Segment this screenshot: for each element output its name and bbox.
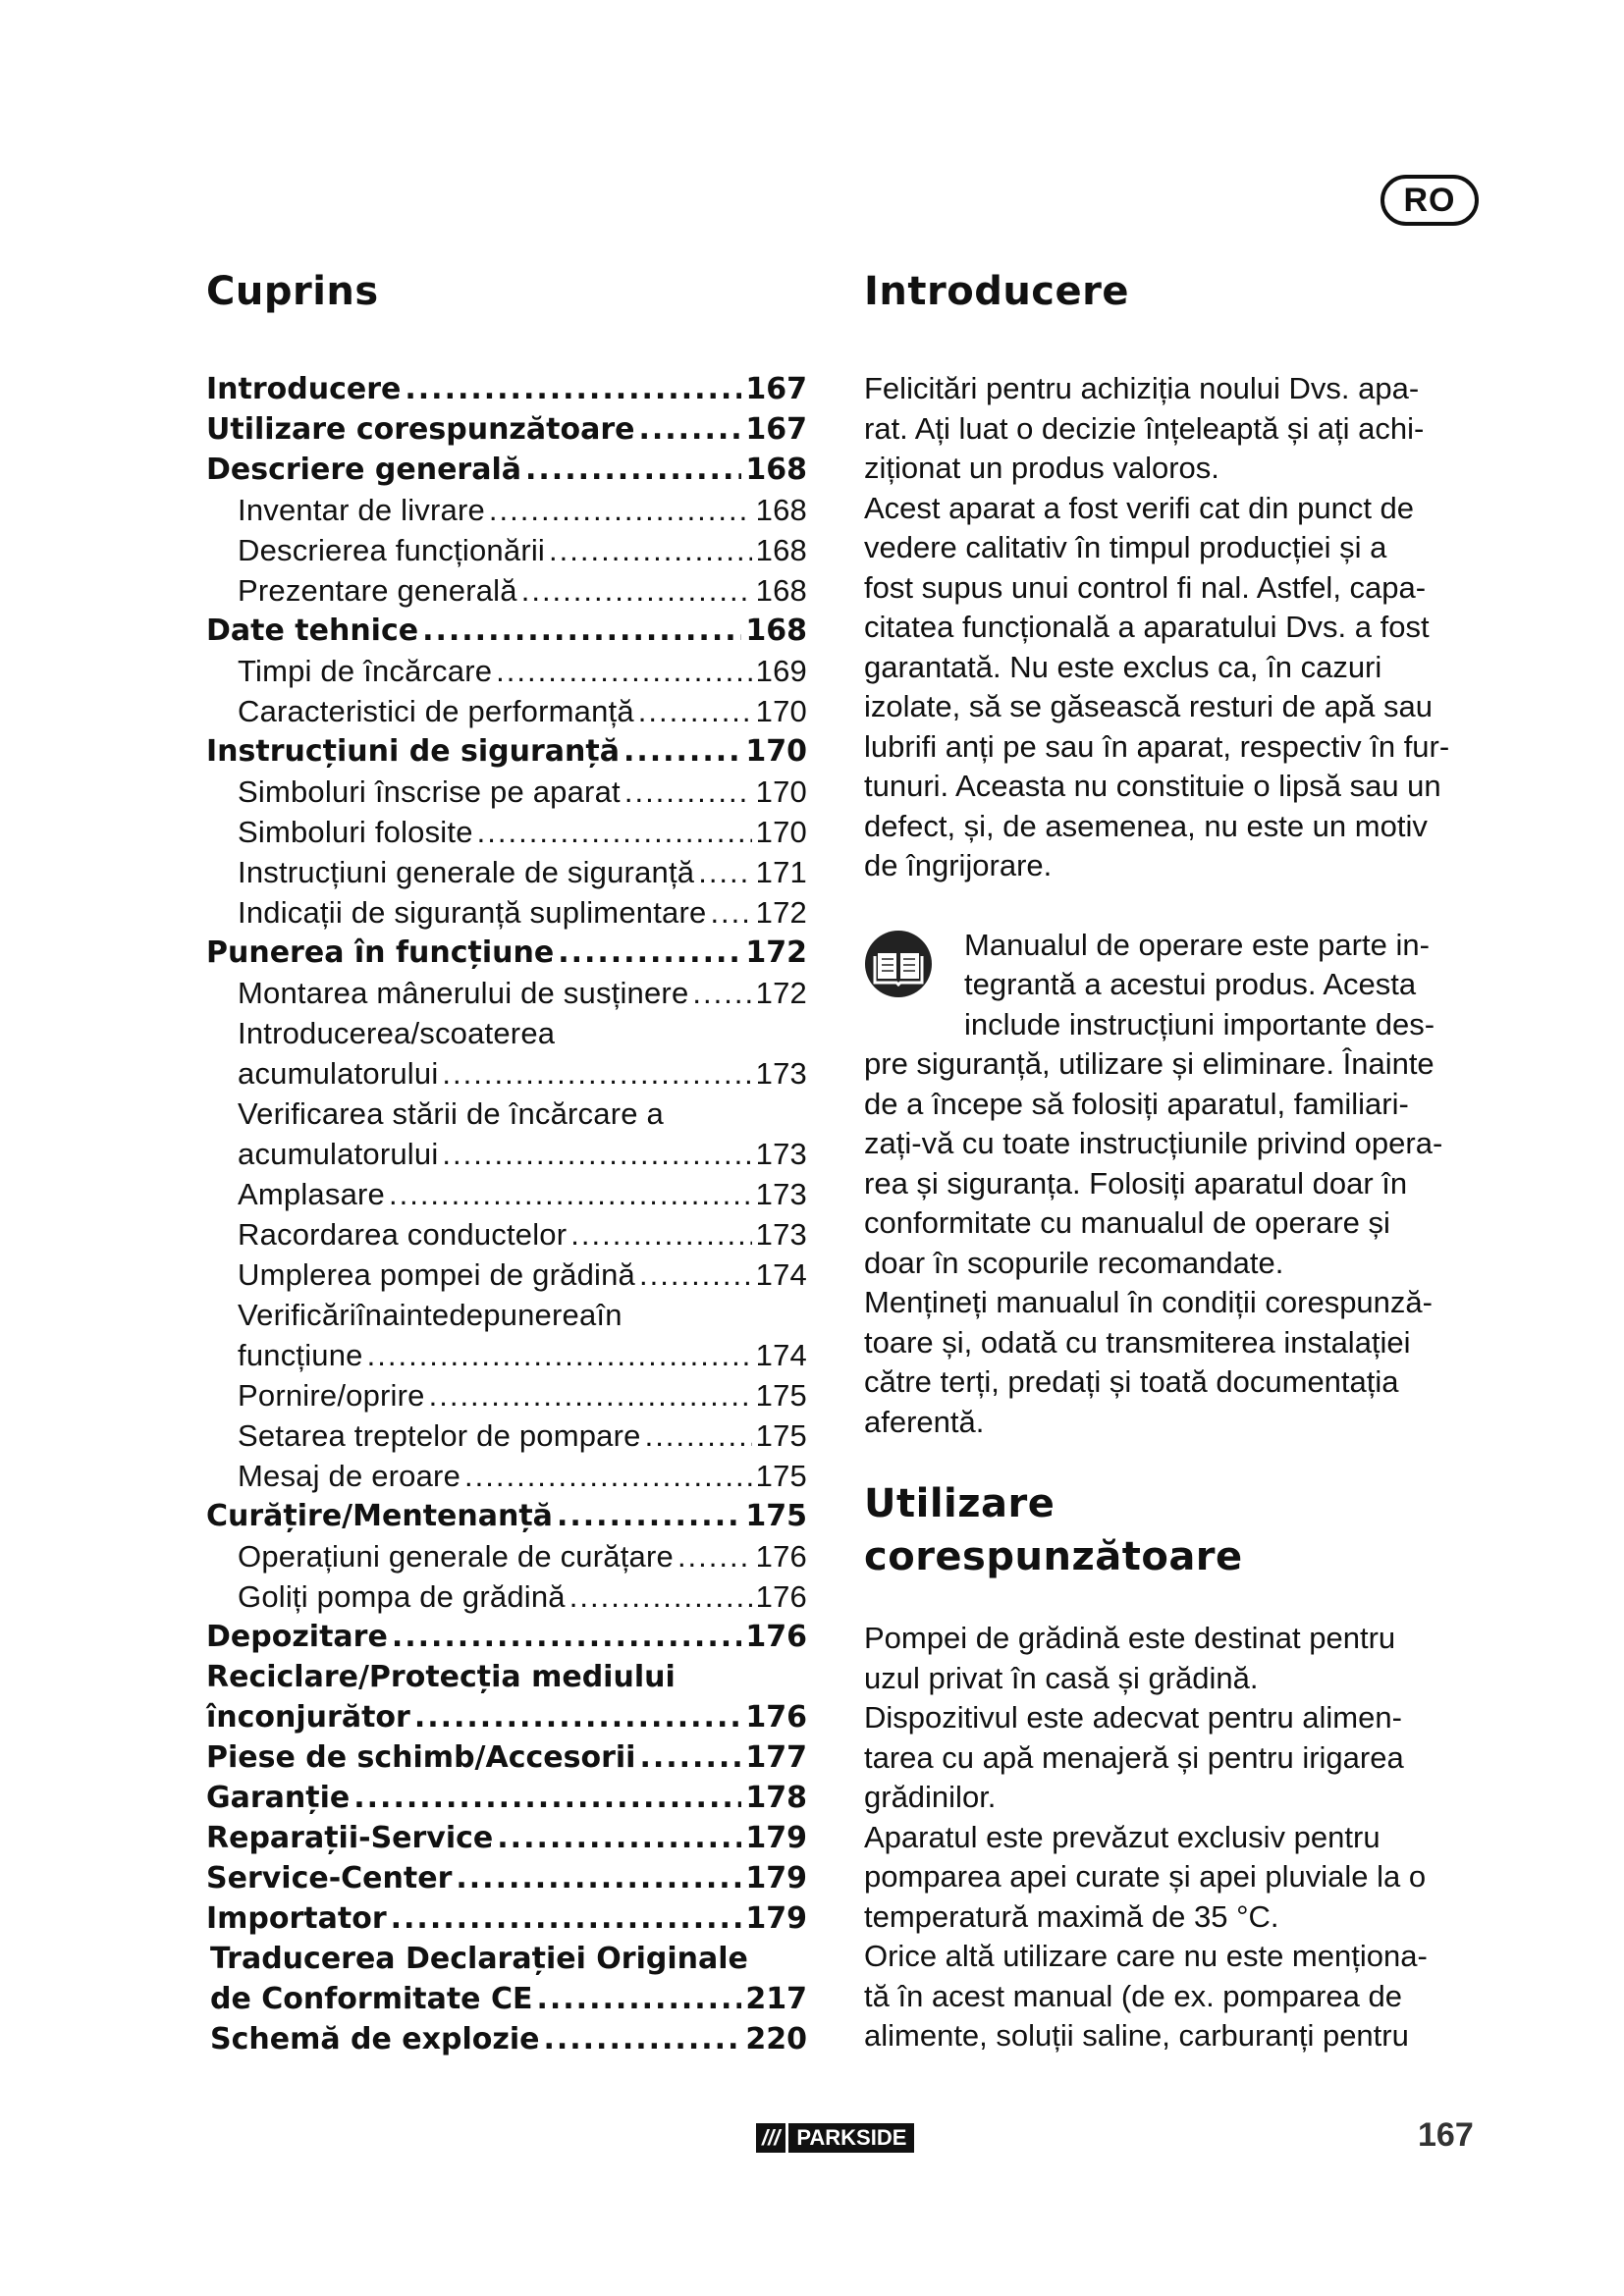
toc-entry-page: 220: [745, 2022, 807, 2056]
toc-entry-title: Prezentare generală: [238, 573, 517, 608]
toc-entry-page: 174: [755, 1257, 807, 1292]
toc-entry-page: 168: [755, 493, 807, 527]
toc-entry-title: Setarea treptelor de pompare: [238, 1418, 641, 1453]
text-line: toare și, odată cu transmiterea instalației: [864, 1324, 1411, 1360]
toc-leader-dots: [497, 1818, 741, 1858]
text-line: tunuri. Aceasta nu constituie o lipsă sau un: [864, 769, 1441, 803]
toc-entry: [206, 1214, 807, 1255]
toc-leader-dots: [477, 812, 752, 852]
toc-entry-title: Descrierea funcționării: [238, 533, 546, 567]
toc-entry: [206, 852, 807, 892]
toc-leader-dots: [521, 570, 752, 611]
toc-leader-dots: [623, 731, 741, 772]
toc-entry-title: Reciclare/Protecția mediului: [206, 1660, 676, 1694]
toc-leader-dots: [429, 1375, 752, 1415]
toc-entry-title: înconjurător: [206, 1700, 410, 1735]
toc-entry-title: acumulatorului: [238, 1056, 439, 1091]
toc-entry-title: Pornire/oprire: [238, 1378, 425, 1413]
toc-entry-page: 179: [745, 1901, 807, 1936]
language-badge: RO: [1380, 175, 1479, 226]
intro-heading: Introducere: [864, 269, 1129, 314]
toc-entry-title: Amplasare: [238, 1177, 385, 1211]
toc-entry-page: 176: [755, 1539, 807, 1574]
toc-entry-title: Traducerea Declarației Originale: [210, 1942, 748, 1976]
toc-entry: [206, 490, 807, 530]
toc-leader-dots: [456, 1858, 741, 1898]
toc-leader-dots: [624, 772, 752, 812]
toc-entry: [206, 1697, 807, 1737]
toc-entry-title: Descriere generală: [206, 453, 521, 487]
text-line: rat. Ați luat o decizie înțeleaptă și ați achi-: [864, 410, 1425, 446]
toc-leader-dots: [557, 1496, 741, 1536]
toc-entry-title: Reparații-Service: [206, 1821, 494, 1855]
toc-entry-page: 168: [745, 614, 807, 648]
toc-leader-dots: [405, 369, 741, 409]
toc-entry-title: Curățire/Mentenanță: [206, 1499, 553, 1533]
toc-entry-page: 177: [745, 1740, 807, 1775]
toc-leader-dots: [558, 933, 741, 973]
toc-leader-dots: [639, 1737, 741, 1778]
toc-entry-title: Umplerea pompei de grădină: [238, 1257, 635, 1292]
toc-entry-page: 175: [745, 1499, 807, 1533]
text-line: de a începe să folosiți aparatul, familiari-: [864, 1086, 1409, 1121]
toc-entry: [206, 530, 807, 570]
toc-entry: [206, 1053, 807, 1094]
text-line: către terți, predați și toată documentația: [864, 1364, 1399, 1399]
toc-entry: [206, 1576, 807, 1617]
toc-entry-page: 168: [755, 573, 807, 608]
toc-entry-page: 172: [745, 935, 807, 970]
intro-body: [864, 369, 1492, 886]
text-line: tă în acest manual (de ex. pomparea de: [864, 1978, 1402, 2013]
toc-leader-dots: [353, 1778, 741, 1818]
text-line: alimente, soluții saline, carburanți pentru: [864, 2018, 1409, 2053]
toc-entry-page: 217: [745, 1982, 807, 2016]
toc-entry-page: 171: [755, 855, 807, 889]
toc-entry-title: Piese de schimb/Accesorii: [206, 1740, 636, 1775]
text-line: pomparea apei curate și apei pluviale la o: [864, 1859, 1427, 1894]
toc-entry: [206, 2019, 807, 2059]
text-line: tarea cu apă menajeră și pentru irigarea: [864, 1739, 1404, 1775]
text-line: tegrantă a acestui produs. Acesta: [964, 967, 1417, 1001]
toc-entry-title: Simboluri înscrise pe aparat: [238, 774, 621, 809]
toc-entry: [206, 1094, 807, 1134]
toc-entry-title: Punerea în funcțiune: [206, 935, 555, 970]
toc-entry-title: Inventar de livrare: [238, 493, 485, 527]
toc-entry: [206, 1617, 807, 1657]
toc-leader-dots: [549, 530, 752, 570]
use-heading-line1: Utilizare: [864, 1481, 1056, 1526]
text-line: ziționat un produs valoros.: [864, 451, 1219, 485]
toc-entry-title: Service-Center: [206, 1861, 453, 1896]
toc-leader-dots: [422, 611, 741, 651]
toc-entry-page: 174: [755, 1338, 807, 1372]
text-line: include instrucțiuni importante des-: [964, 1006, 1435, 1041]
toc-entry: [206, 1456, 807, 1496]
toc-leader-dots: [414, 1697, 742, 1737]
content-column: [864, 265, 1492, 2056]
toc-entry-page: 179: [745, 1821, 807, 1855]
text-line: Pompei de grădină este destinat pentru: [864, 1621, 1396, 1655]
toc-entry: [206, 1737, 807, 1778]
text-line: citatea funcțională a aparatului Dvs. a fost: [864, 610, 1430, 644]
toc-entry-title: acumulatorului: [238, 1137, 439, 1171]
toc-entry-title: Schemă de explozie: [210, 2022, 540, 2056]
text-line: Mențineți manualul în condiții corespunză-: [864, 1285, 1433, 1319]
parkside-logo: [756, 2123, 914, 2153]
toc-entry: [206, 570, 807, 611]
text-line: izolate, să se găsească resturi de apă sau: [864, 689, 1434, 723]
toc-leader-dots: [692, 973, 751, 1013]
toc-entry-title: Importator: [206, 1901, 387, 1936]
toc-entry: [206, 1134, 807, 1174]
toc-entry-title: Indicații de siguranță suplimentare: [238, 895, 707, 930]
toc-entry-title: Depozitare: [206, 1620, 388, 1654]
toc-entry-page: 173: [755, 1217, 807, 1252]
text-line: Acest aparat a fost verifi cat din punct de: [864, 490, 1415, 525]
toc-entry-title: Timpi de încărcare: [238, 654, 493, 688]
toc-entry-page: 167: [745, 372, 807, 406]
text-line: pre siguranță, utilizare și eliminare. Înainte: [864, 1046, 1435, 1081]
toc-entry-page: 167: [745, 412, 807, 447]
toc-list: [206, 369, 807, 2059]
toc-entry-page: 179: [745, 1861, 807, 1896]
toc-leader-dots: [525, 450, 741, 490]
text-line: Manualul de operare este parte in-: [964, 927, 1430, 962]
toc-entry: [206, 1174, 807, 1214]
toc-leader-dots: [442, 1053, 751, 1094]
toc-entry-page: 172: [755, 895, 807, 930]
toc-entry-title: Simboluri folosite: [238, 815, 473, 849]
book-manual-icon: [864, 930, 933, 998]
text-line: fost supus unui control fi nal. Astfel, capa-: [864, 569, 1427, 605]
toc-leader-dots: [543, 2019, 741, 2059]
note-indented-text: [864, 926, 1492, 1045]
toc-entry: [206, 1375, 807, 1415]
toc-leader-dots: [698, 852, 751, 892]
text-line: de îngrijorare.: [864, 848, 1053, 882]
toc-entry: [206, 1255, 807, 1295]
text-line: doar în scopurile recomandate.: [864, 1245, 1284, 1280]
toc-leader-dots: [464, 1456, 752, 1496]
toc-leader-dots: [638, 409, 741, 450]
toc-leader-dots: [710, 892, 751, 933]
toc-leader-dots: [677, 1536, 752, 1576]
toc-leader-dots: [442, 1134, 751, 1174]
use-heading-line2: corespunzătoare: [864, 1534, 1243, 1579]
toc-leader-dots: [569, 1576, 752, 1617]
text-line: defect, și, de asemenea, nu este un motiv: [864, 808, 1428, 843]
toc-entry-title: Racordarea conductelor: [238, 1217, 568, 1252]
toc-entry-title: Introducere: [206, 372, 402, 406]
toc-entry-title: Instrucțiuni de siguranță: [206, 734, 620, 769]
toc-entry: [206, 933, 807, 973]
toc-entry-title: de Conformitate CE: [210, 1982, 533, 2016]
toc-leader-dots: [570, 1214, 751, 1255]
toc-column: [206, 265, 807, 2059]
toc-entry-page: 169: [755, 654, 807, 688]
text-line: uzul privat în casă și grădină.: [864, 1660, 1259, 1695]
toc-entry-title: Utilizare corespunzătoare: [206, 412, 635, 447]
toc-entry: [206, 409, 807, 450]
toc-entry-page: 170: [745, 734, 807, 769]
toc-leader-dots: [536, 1979, 741, 2019]
toc-entry-title: funcțiune: [238, 1338, 363, 1372]
toc-entry: [206, 1778, 807, 1818]
toc-entry-title: Operațiuni generale de curățare: [238, 1539, 674, 1574]
toc-entry-page: 170: [755, 694, 807, 728]
toc-entry-title: Verificăriînaintedepunereaîn: [238, 1298, 623, 1332]
toc-leader-dots: [367, 1335, 752, 1375]
toc-entry: [206, 651, 807, 691]
text-line: temperatură maximă de 35 °C.: [864, 1898, 1279, 1934]
toc-entry: [206, 1415, 807, 1456]
page-number: 167: [1418, 2116, 1474, 2154]
toc-entry: [206, 973, 807, 1013]
toc-entry: [206, 450, 807, 490]
toc-entry: [206, 369, 807, 409]
toc-leader-dots: [391, 1898, 742, 1939]
toc-entry-title: Verificarea stării de încărcare a: [238, 1096, 664, 1131]
toc-leader-dots: [489, 490, 752, 530]
toc-entry-title: Mesaj de eroare: [238, 1459, 461, 1493]
toc-leader-dots: [639, 1255, 752, 1295]
toc-entry: [206, 731, 807, 772]
toc-entry: [206, 1295, 807, 1335]
toc-entry-title: Caracteristici de performanță: [238, 694, 634, 728]
toc-entry: [206, 691, 807, 731]
toc-entry-page: 178: [745, 1781, 807, 1815]
text-line: Felicitări pentru achiziția noului Dvs. apa-: [864, 371, 1420, 405]
text-line: Orice altă utilizare care nu este menționa-: [864, 1939, 1428, 1973]
toc-entry: [206, 1657, 807, 1697]
text-line: rea și siguranța. Folosiți aparatul doar în: [864, 1165, 1408, 1201]
toc-entry: [206, 812, 807, 852]
text-line: garantată. Nu este exclus ca, în cazuri: [864, 649, 1382, 684]
toc-entry-title: Instrucțiuni generale de siguranță: [238, 855, 695, 889]
toc-entry-page: 175: [755, 1418, 807, 1453]
toc-title: Cuprins: [206, 269, 379, 314]
toc-entry-title: Garanție: [206, 1781, 351, 1815]
use-body: [864, 1619, 1492, 2056]
toc-entry-page: 170: [755, 774, 807, 809]
toc-leader-dots: [638, 691, 752, 731]
toc-leader-dots: [645, 1415, 752, 1456]
toc-leader-dots: [392, 1617, 742, 1657]
toc-entry-page: 176: [745, 1700, 807, 1735]
toc-entry-page: 168: [755, 533, 807, 567]
toc-entry-page: 173: [755, 1177, 807, 1211]
note-text: [864, 1044, 1492, 1442]
toc-entry: [206, 1335, 807, 1375]
toc-entry-page: 173: [755, 1056, 807, 1091]
text-line: vedere calitativ în timpul producției și a: [864, 530, 1387, 564]
toc-entry: [206, 1858, 807, 1898]
toc-entry: [206, 1013, 807, 1053]
toc-entry: [206, 892, 807, 933]
text-line: lubrifi anți pe sau în aparat, respectiv în fur-: [864, 728, 1450, 764]
toc-entry: [206, 772, 807, 812]
toc-entry-page: 175: [755, 1459, 807, 1493]
text-line: conformitate cu manualul de operare și: [864, 1205, 1390, 1240]
toc-entry-page: 176: [755, 1579, 807, 1614]
toc-leader-dots: [389, 1174, 752, 1214]
text-line: Dispozitivul este adecvat pentru alimen-: [864, 1700, 1402, 1735]
text-line: Aparatul este prevăzut exclusiv pentru: [864, 1819, 1380, 1854]
toc-entry-page: 168: [745, 453, 807, 487]
logo-slashes: ///: [756, 2123, 785, 2153]
toc-entry: [206, 1979, 807, 2019]
toc-entry: [206, 1818, 807, 1858]
text-line: grădinilor.: [864, 1780, 997, 1814]
toc-entry-page: 172: [755, 976, 807, 1010]
text-line: zați-vă cu toate instrucțiunile privind opera-: [864, 1126, 1443, 1160]
toc-entry: [206, 1898, 807, 1939]
text-line: aferentă.: [864, 1404, 985, 1439]
toc-entry-title: Montarea mânerului de susținere: [238, 976, 689, 1010]
toc-entry-title: Introducerea/scoaterea: [238, 1016, 556, 1050]
toc-entry: [206, 1536, 807, 1576]
toc-entry-title: Date tehnice: [206, 614, 419, 648]
logo-brand: PARKSIDE: [785, 2123, 914, 2153]
toc-entry: [206, 1496, 807, 1536]
toc-entry-page: 173: [755, 1137, 807, 1171]
manual-note: [864, 926, 1492, 1443]
toc-leader-dots: [496, 651, 752, 691]
toc-entry-title: Goliți pompa de grădină: [238, 1579, 566, 1614]
toc-entry-page: 176: [745, 1620, 807, 1654]
toc-entry: [206, 1939, 807, 1979]
toc-entry-page: 170: [755, 815, 807, 849]
toc-entry-page: 175: [755, 1378, 807, 1413]
toc-entry: [206, 611, 807, 651]
